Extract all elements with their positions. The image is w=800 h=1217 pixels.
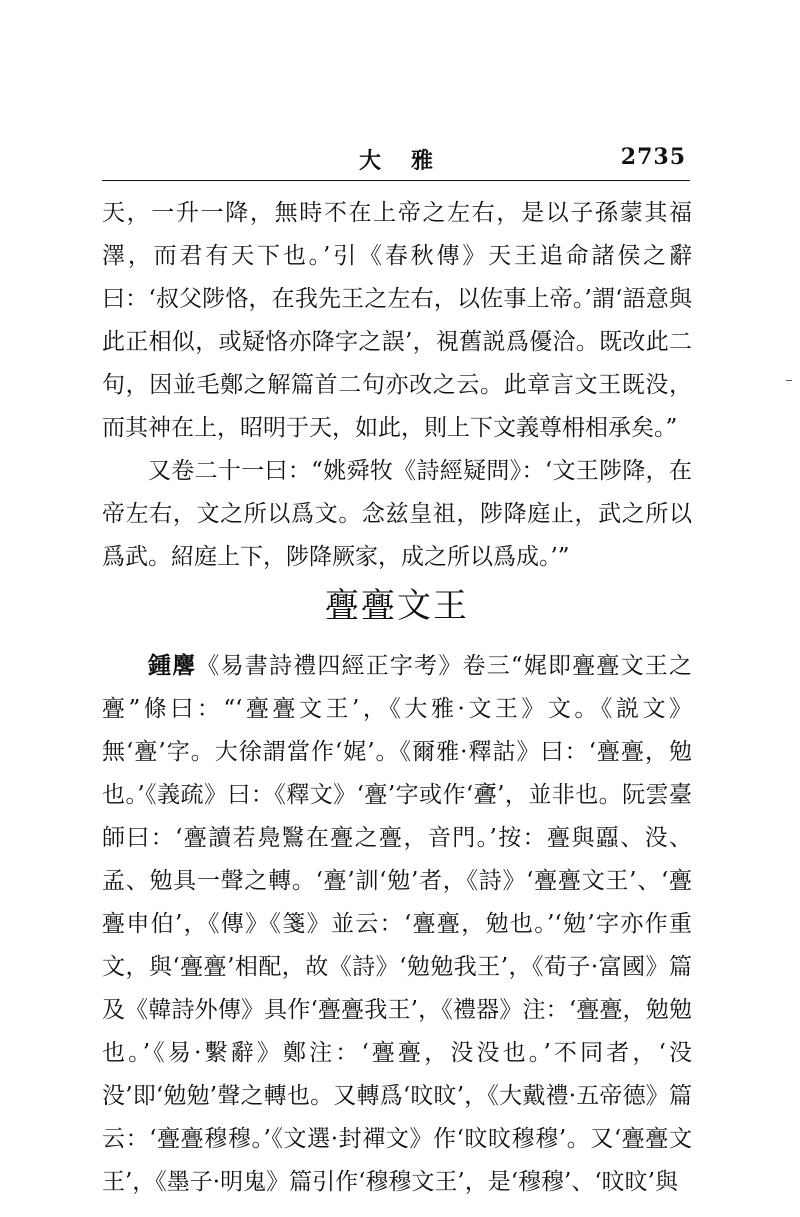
section-paragraph [102,644,692,1204]
scan-edge-mark [786,380,792,381]
paragraph-quote: 又卷二十一曰：“姚舜牧《詩經疑問》：‘文王陟降，在帝左右，文之所以爲文。念兹皇祖，陟降庭止，武之所以爲武。紹庭上下，陟降厥家，成之所以爲成。’” [102,458,692,570]
author-name: 鍾麐 [148,652,197,679]
page-header [102,140,690,180]
running-head: 大雅 [358,148,463,174]
section-body [102,644,692,1204]
body-text-top [102,192,692,579]
page-number: 2735 [620,144,686,170]
section-title: 亹亹文王 [325,586,469,626]
section-paragraph-text: 《易書詩禮四經正字考》卷三“娓即亹亹文王之亹”條曰：“‘亹亹文王’，《大雅·文王》文。《説文》無‘亹’字。大徐謂當作‘娓’。《爾雅·釋詁》曰：‘亹亹，勉也。’《義疏》曰：《釋文》‘亹’字或作‘斖’，並非也。阮雲臺師曰：‘亹讀若鳧鷖在亹之亹，音門。’按：亹與蠠、没、孟、勉具一聲之轉。‘亹’訓‘勉’者，《詩》‘亹亹文王’、‘亹亹申伯’，《傳》《箋》並云：‘亹亹，勉也。’‘勉’字亦作重文，與‘亹亹’相配，故《詩》‘勉勉我王’，《荀子·富國》篇及《韓詩外傳》具作‘亹亹我王’，《禮器》注：‘亹亹，勉勉也。’《易·繫辭》鄭注：‘亹亹，没没也。’不同者，‘没没’即‘勉勉’聲之轉也。又轉爲‘旼旼’，《大戴禮·五帝德》篇云：‘亹亹穆穆。’《文選·封禪文》作‘旼旼穆穆’。又‘亹亹文王’，《墨子·明鬼》篇引作‘穆穆文王’，是‘穆穆’、‘旼旼’與 [102,653,692,1195]
header-rule [102,180,690,181]
paragraph-continued: 天，一升一降，無時不在上帝之左右，是以子孫蒙其福澤，而君有天下也。’引《春秋傳》天王追命諸侯之辭曰：‘叔父陟恪，在我先王之左右，以佐事上帝。’謂‘語意與此正相似，或疑恪亦降字之誤’，視舊説爲優洽。既改此二句，因並毛鄭之解篇首二句亦改之云。此章言文王既没，而其神在上，昭明于天，如此，則上下文義尊枏相承矣。” [102,200,692,441]
